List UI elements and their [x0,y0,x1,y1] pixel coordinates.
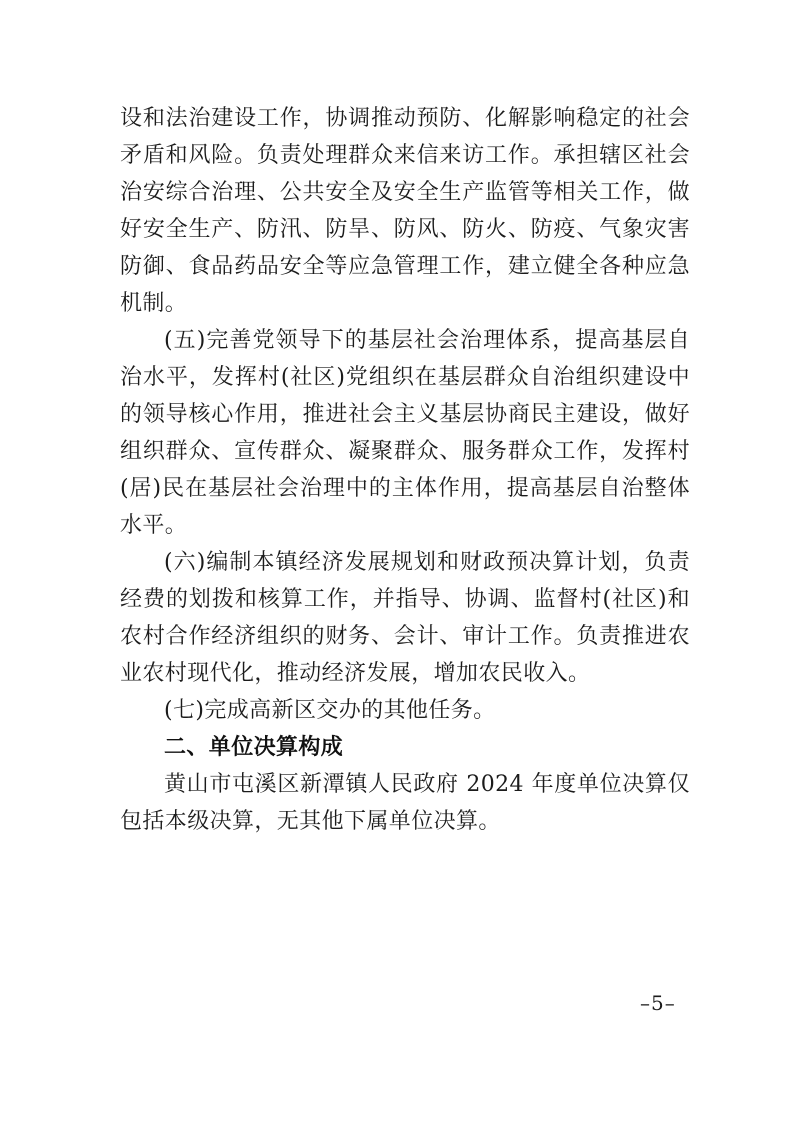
section-heading-unit-budget-composition: 二、单位决算构成 [164,735,344,760]
paragraph-budget-composition: 黄山市屯溪区新潭镇人民政府 2024 年度单位决算仅包括本级决算，无其他下属单位决算。 [120,772,690,834]
paragraph-item-six: (六)编制本镇经济发展规划和财政预决算计划，负责经费的划拨和核算工作，并指导、协调、监督村(社区)和农村合作经济组织的财务、会计、审计工作。负责推进农业农村现代化，推动经济发展，增加农民收入。 [120,550,690,686]
paragraph-duties-continued: 设和法治建设工作，协调推动预防、化解影响稳定的社会矛盾和风险。负责处理群众来信来访工作。承担辖区社会治安综合治理、公共安全及安全生产监管等相关工作，做好安全生产、防汛、防旱、防风、防火、防疫、气象灾害防御、食品药品安全等应急管理工作，建立健全各种应急机制。 [120,106,690,316]
paragraph-item-five: (五)完善党领导下的基层社会治理体系，提高基层自治水平，发挥村(社区)党组织在基层群众自治组织建设中的领导核心作用，推进社会主义基层协商民主建设，做好组织群众、宣传群众、凝聚群众、服务群众工作，发挥村(居)民在基层社会治理中的主体作用，提高基层自治整体水平。 [120,328,690,538]
page-footer [0,988,793,1018]
page-number: –5– [640,991,676,1015]
paragraph-item-seven: (七)完成高新区交办的其他任务。 [164,698,496,723]
document-text-block [120,100,690,840]
